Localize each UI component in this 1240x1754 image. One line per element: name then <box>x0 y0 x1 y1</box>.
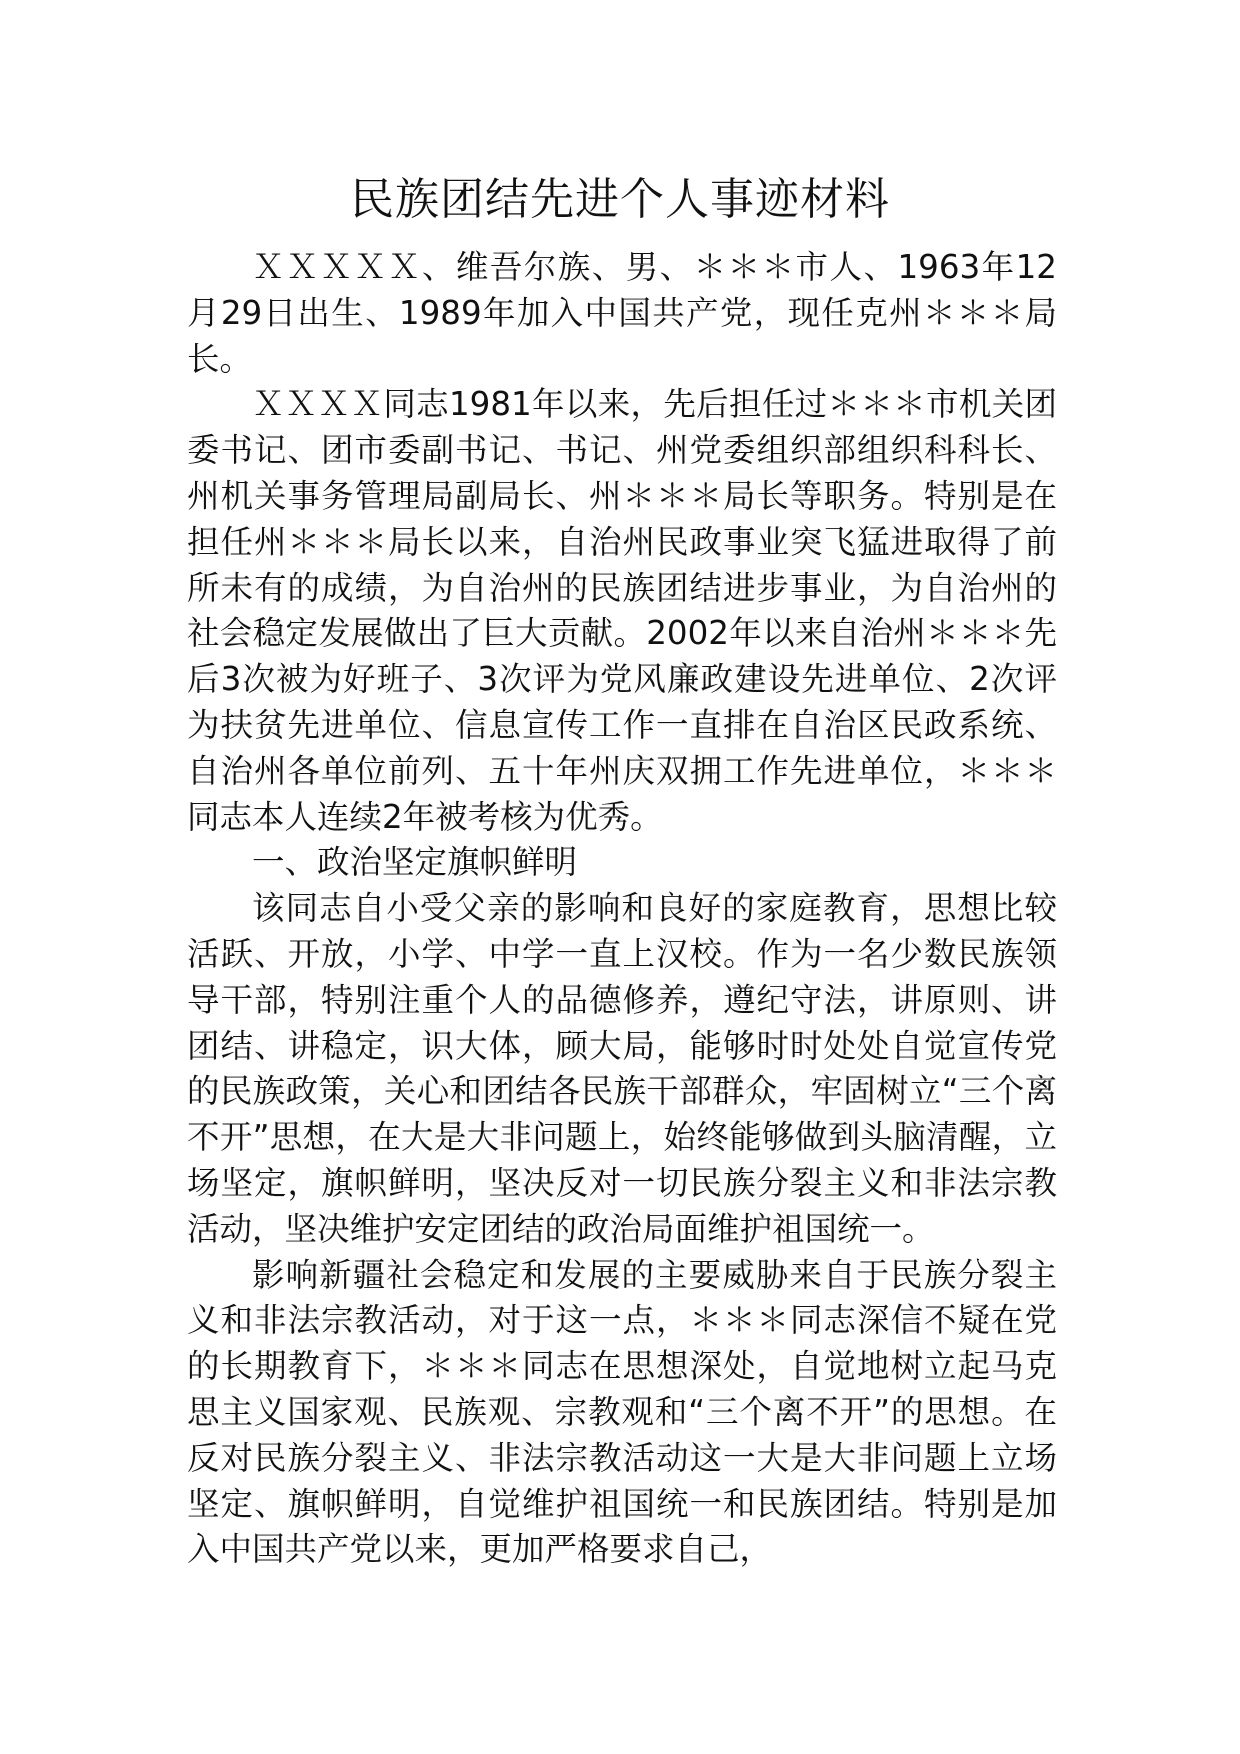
paragraph-intro: ＸＸＸＸＸ、维吾尔族、男、＊＊＊市人、1963年12月29日出生、1989年加入中国共产党，现任克州＊＊＊局长。 <box>187 248 1057 378</box>
paragraph-career: ＸＸＸＸ同志1981年以来，先后担任过＊＊＊市机关团委书记、团市委副书记、书记、州党委组织部组织科科长、州机关事务管理局副局长、州＊＊＊局长等职务。特别是在担任州＊＊＊局长以来，自治州民政事业突飞猛进取得了前所未有的成绩，为自治州的民族团结进步事业，为自治州的社会稳定发展做出了巨大贡献。2002年以来自治州＊＊＊先后3次被为好班子、3次评为党风廉政建设先进单位、2次评为扶贫先进单位、信息宣传工作一直排在自治区民政系统、自治州各单位前列、五十年州庆双拥工作先进单位，＊＊＊同志本人连续2年被考核为优秀。 <box>187 385 1057 836</box>
document-body <box>187 245 1057 1573</box>
document-title: 民族团结先进个人事迹材料 <box>350 174 890 225</box>
paragraph-political-1: 该同志自小受父亲的影响和良好的家庭教育，思想比较活跃、开放，小学、中学一直上汉校。作为一名少数民族领导干部，特别注重个人的品德修养，遵纪守法，讲原则、讲团结、讲稳定，识大体，顾大局，能够时时处处自觉宣传党的民族政策，关心和团结各民族干部群众，牢固树立“三个离不开”思想，在大是大非问题上，始终能够做到头脑清醒，立场坚定，旗帜鲜明，坚决反对一切民族分裂主义和非法宗教活动，坚决维护安定团结的政治局面维护祖国统一。 <box>187 889 1057 1248</box>
paragraph-political-2: 影响新疆社会稳定和发展的主要威胁来自于民族分裂主义和非法宗教活动，对于这一点，＊＊＊同志深信不疑在党的长期教育下，＊＊＊同志在思想深处，自觉地树立起马克思主义国家观、民族观、宗教观和“三个离不开”的思想。在反对民族分裂主义、非法宗教活动这一大是大非问题上立场坚定、旗帜鲜明，自觉维护祖国统一和民族团结。特别是加入中国共产党以来，更加严格要求自己， <box>187 1255 1057 1569</box>
section-heading-political: 一、政治坚定旗帜鲜明 <box>252 843 578 882</box>
